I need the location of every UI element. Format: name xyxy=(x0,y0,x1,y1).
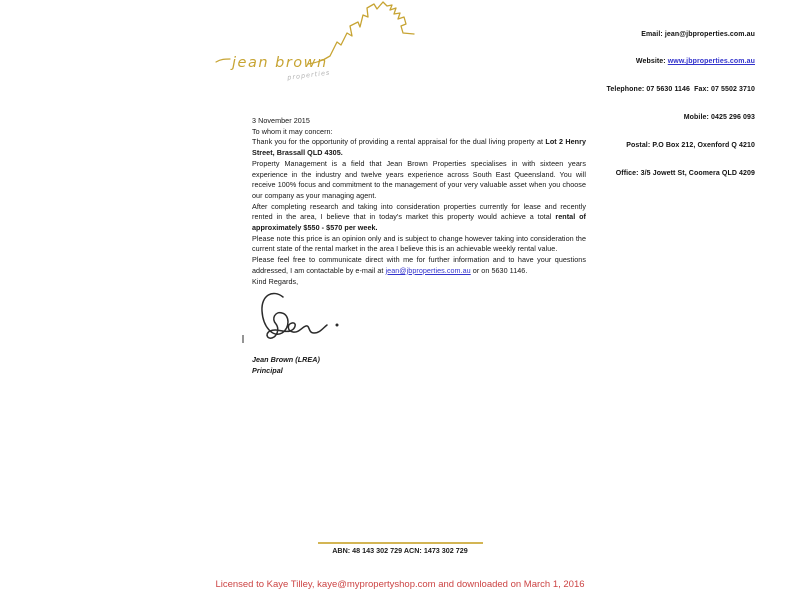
brand-tagline-text: properties xyxy=(286,68,331,82)
rental-amount-bold: rental of approximately $550 - $570 per week. xyxy=(252,212,586,233)
contact-website-line xyxy=(607,57,755,66)
paragraph5-after-link: or on 5630 1146. xyxy=(470,265,528,275)
letter-body xyxy=(252,116,586,377)
paragraph5-before-link: Please feel free to communicate direct with me for further information and to have your questions addressed, I am contactable by e-mail at xyxy=(252,255,586,275)
license-notice: Licensed to Kaye Tilley, kaye@mypropertyshop.com and downloaded on March 1, 2016 xyxy=(215,579,585,590)
contact-office-line: Office: 3/5 Jowett St, Coomera QLD 4209 xyxy=(615,170,755,178)
brand-name-text: jean brown xyxy=(232,55,328,71)
contact-phone-fax-line: Telephone: 07 5630 1146 Fax: 07 5502 3710 xyxy=(606,86,755,94)
paragraph-appraisal-intro xyxy=(252,137,586,158)
letter-closing: Kind Regards, xyxy=(252,276,299,286)
contact-postal-line: Postal: P.O Box 212, Oxenford Q 4210 xyxy=(626,142,755,150)
paragraph1-text: Thank you for the opportunity of providing a rental appraisal for the dual living property at xyxy=(252,137,546,147)
signature-dot xyxy=(336,324,339,327)
paragraph-contact-invitation xyxy=(252,255,586,276)
signature-area xyxy=(252,287,586,345)
paragraph-rental-estimate xyxy=(252,202,586,234)
handwritten-signature xyxy=(241,287,353,345)
letter-salutation: To whom it may concern: xyxy=(252,126,333,136)
website-link[interactable]: www.jbproperties.com.au xyxy=(667,58,755,66)
email-link[interactable]: jean@jbproperties.com.au xyxy=(385,265,471,275)
signatory-title: Principal xyxy=(252,365,283,375)
signatory-name: Jean Brown (LREA) xyxy=(252,355,320,365)
abn-acn-line: ABN: 48 143 302 729 ACN: 1473 302 729 xyxy=(332,546,468,555)
website-label: Website: xyxy=(635,58,668,66)
header-contact-block xyxy=(607,11,755,197)
contact-mobile-line: Mobile: 0425 296 093 xyxy=(683,114,755,122)
house-outline-icon xyxy=(323,2,414,60)
letter-date: 3 November 2015 xyxy=(252,116,310,125)
paragraph3-text: After completing research and taking into consideration properties currently for lease and recently rented in the area, I believe that in today's market this property would achieve a total xyxy=(252,201,586,222)
logo-left-dash xyxy=(216,59,230,62)
footer-gold-divider xyxy=(318,542,483,544)
signature-stroke xyxy=(262,294,327,339)
jean-brown-logo xyxy=(210,0,445,88)
paragraph-disclaimer: Please note this price is an opinion only and is subject to change however taking into consideration the current state of the rental market in the area I believe this is an achievable weekly rental value. xyxy=(252,233,586,254)
property-address-bold: Lot 2 Henry Street, Brassall QLD 4305. xyxy=(252,137,587,158)
logo-graphic xyxy=(210,0,445,88)
paragraph-company-experience: Property Management is a field that Jean Brown Properties specialises in with sixteen years experience in the industry and twelve years experience across South East Queensland. You will receive 100% focus and commitment to the management of your very valuable asset when you choose our company as your managing agent. xyxy=(252,158,586,200)
contact-email-line: Email: jean@jbproperties.com.au xyxy=(641,30,755,38)
